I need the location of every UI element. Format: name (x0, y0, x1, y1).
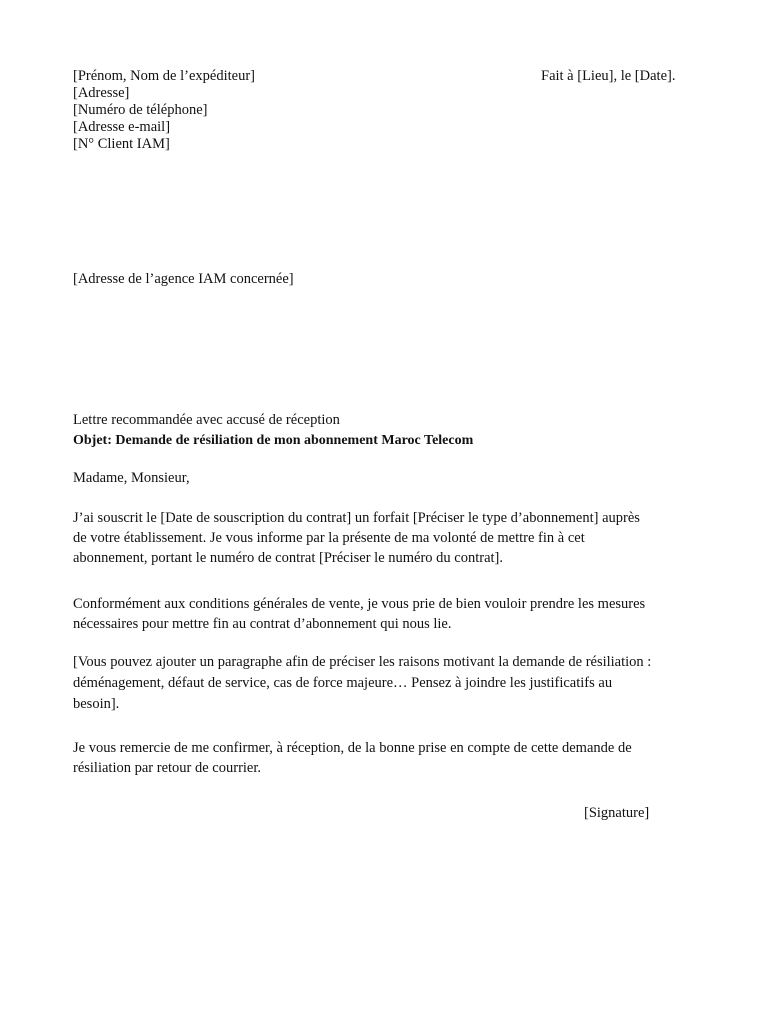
paragraph-line: nécessaires pour mettre fin au contrat d’abonnement qui nous lie. (73, 616, 452, 632)
subject-line: Objet: Demande de résiliation de mon abonnement Maroc Telecom (73, 433, 474, 448)
place-date: Fait à [Lieu], le [Date]. (541, 68, 676, 84)
paragraph-reasons (73, 652, 703, 715)
paragraph-line: [Vous pouvez ajouter un paragraphe afin de préciser les raisons motivant la demande de résiliation : (73, 654, 652, 670)
sender-block (73, 68, 453, 153)
paragraph-line: de votre établissement. Je vous informe par la présente de ma volonté de mettre fin à cet (73, 530, 585, 546)
paragraph-closing (73, 738, 703, 778)
signature-placeholder: [Signature] (584, 805, 650, 821)
paragraph-line: Je vous remercie de me confirmer, à réception, de la bonne prise en compte de cette demande de (73, 740, 632, 756)
sender-address: [Adresse] (73, 85, 130, 101)
paragraph-line: besoin]. (73, 696, 120, 712)
paragraph-line: J’ai souscrit le [Date de souscription du contrat] un forfait [Préciser le type d’abonnement] auprès (73, 510, 640, 526)
salutation: Madame, Monsieur, (73, 470, 190, 486)
sender-client-number: [N° Client IAM] (73, 136, 170, 152)
sender-email: [Adresse e-mail] (73, 119, 171, 135)
paragraph-conditions (73, 594, 703, 634)
paragraph-line: Conformément aux conditions générales de vente, je vous prie de bien vouloir prendre les mesures (73, 596, 646, 612)
paragraph-line: déménagement, défaut de service, cas de force majeure… Pensez à joindre les justificatifs au (73, 675, 613, 691)
recipient-address: [Adresse de l’agence IAM concernée] (73, 271, 294, 287)
paragraph-line: résiliation par retour de courrier. (73, 760, 262, 776)
sender-phone: [Numéro de téléphone] (73, 102, 208, 118)
registered-mail-note: Lettre recommandée avec accusé de réception (73, 412, 340, 428)
paragraph-subscription (73, 508, 703, 568)
paragraph-line: abonnement, portant le numéro de contrat [Préciser le numéro du contrat]. (73, 550, 504, 566)
sender-name: [Prénom, Nom de l’expéditeur] (73, 68, 256, 84)
